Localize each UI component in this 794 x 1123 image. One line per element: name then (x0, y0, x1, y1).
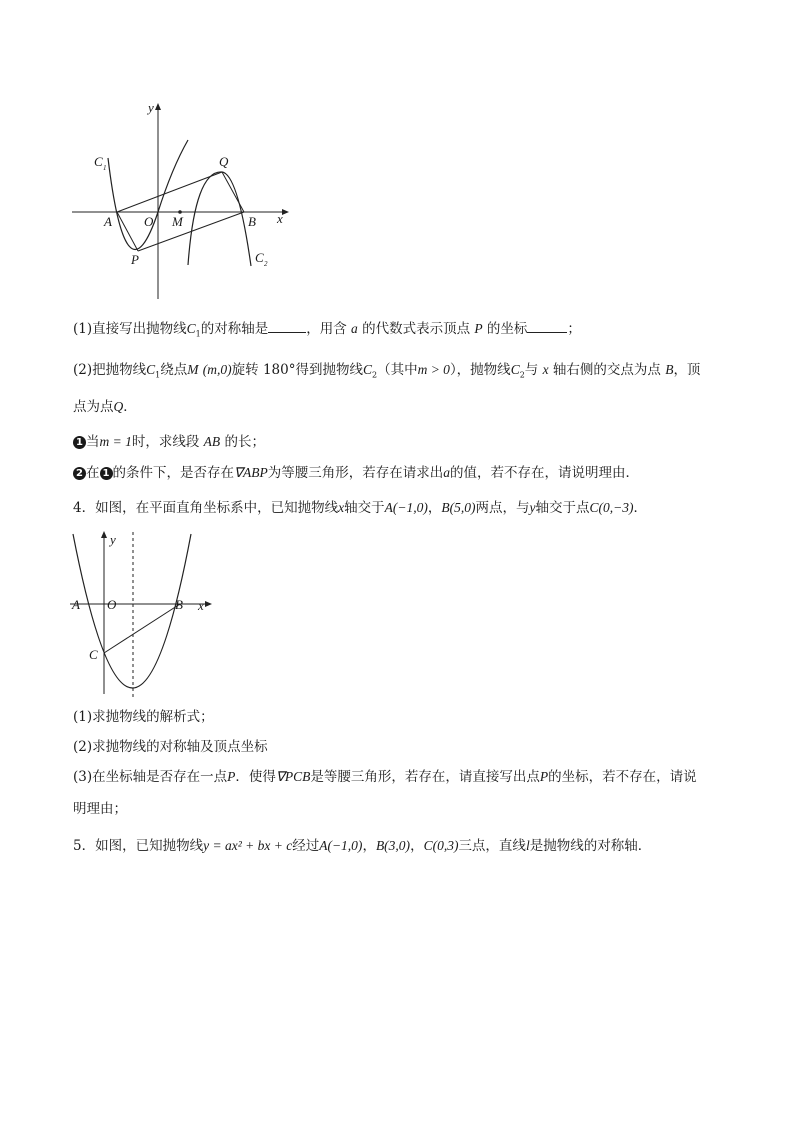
label-o: O (107, 597, 117, 612)
q4-part2: (2)求抛物线的对称轴及顶点坐标 (73, 739, 268, 755)
label-q: Q (219, 154, 229, 169)
label-m: M (172, 214, 183, 229)
parabola-c1 (108, 140, 188, 249)
label-x: x (277, 211, 283, 226)
q3-part2-line2: 点为点Q． (73, 399, 137, 415)
label-c1-sub: 1 (103, 164, 107, 172)
q4-part3-line2: 明理由； (73, 801, 127, 817)
label-x: x (198, 598, 204, 613)
q3-part1: (1)直接写出抛物线$C_1$的对称轴是 ，用含 a 的代数式表示顶点 P 的坐标 ； (73, 318, 581, 345)
parabola-figure-2 (65, 525, 215, 700)
label-y: y (110, 532, 116, 547)
label-c: C (89, 647, 98, 662)
parabola-figure-1 (65, 95, 305, 305)
label-y: y (148, 100, 154, 115)
q5-intro: 5．如图，已知抛物线y = ax² + bx + c经过A(−1,0)，B(3,0)，C(0,3)三点，直线l是抛物线的对称轴． (73, 838, 652, 854)
label-o: O (144, 214, 154, 229)
label-c2: C (255, 250, 264, 265)
q4-intro: 4．如图，在平面直角坐标系中，已知抛物线x轴交于A(−1,0)，B(5,0)两点，与y轴交于点C(0,−3)． (73, 500, 647, 516)
q4-part3: (3)在坐标轴是否存在一点P．使得∇PCB是等腰三角形，若存在，请直接写出点P的坐标，若不存在，请说 (73, 769, 697, 785)
parabola-curve (73, 534, 191, 688)
label-c1: C (94, 154, 103, 169)
q3-part2: (2)把抛物线$C_1$绕点M (m,0)旋转 180°得到抛物线$C_2$（其中m > 0），抛物线$C_2$与 x 轴右侧的交点为点 B，顶 (73, 362, 701, 380)
label-c2-sub: 2 (264, 260, 268, 268)
label-a: A (104, 214, 112, 229)
parabola-c2 (188, 172, 251, 266)
q3-sub1: 1 当m = 1时，求线段 AB 的长； (73, 432, 265, 452)
label-b: B (248, 214, 256, 229)
answer-blank-vertex[interactable] (527, 318, 567, 333)
q4-part1: (1)求抛物线的解析式； (73, 709, 214, 725)
label-p: P (131, 252, 139, 267)
label-a: A (72, 597, 80, 612)
q3-sub2: 2 在 1 的条件下，是否存在∇ABP为等腰三角形，若存在请求出a的值，若不存在，请说明理由． (73, 463, 639, 483)
label-b: B (175, 597, 183, 612)
answer-blank-axis[interactable] (268, 318, 306, 333)
